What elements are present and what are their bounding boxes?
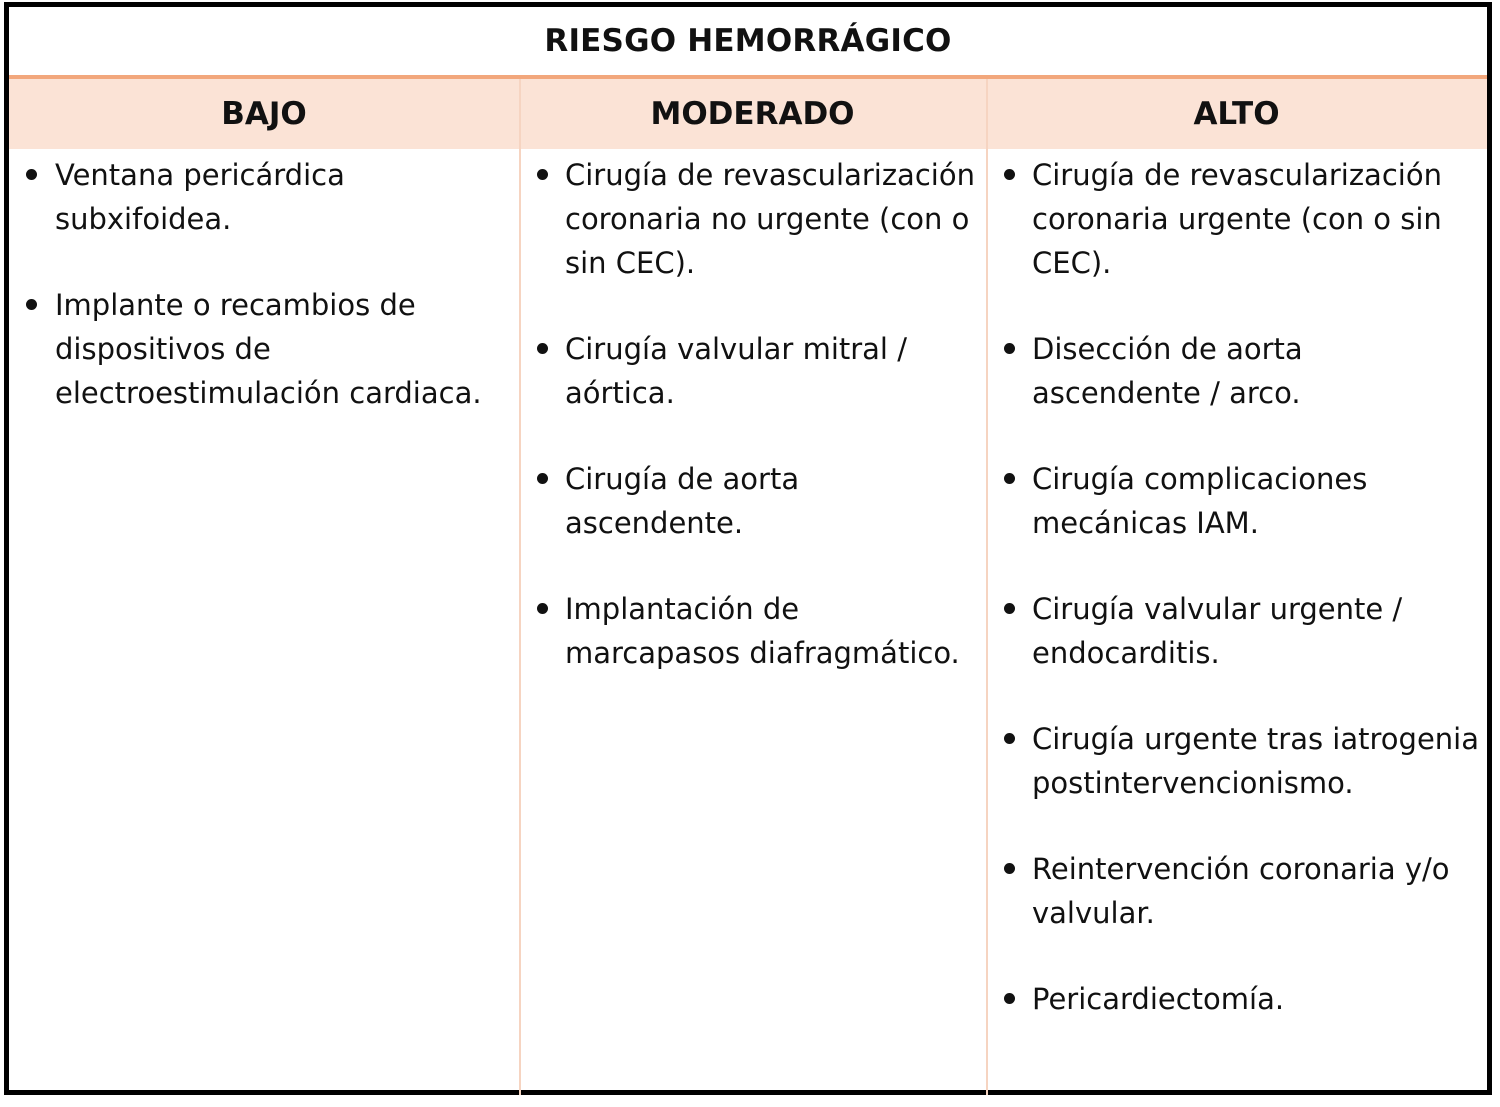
bullet-icon	[1004, 733, 1015, 744]
item-text: Cirugía de revascularización coronaria urgente (con o sin CEC).	[1032, 158, 1442, 280]
body-row	[9, 149, 1487, 1095]
list-item	[986, 717, 1487, 805]
list-item	[986, 847, 1487, 935]
header-moderado: MODERADO	[650, 96, 855, 132]
item-text: Cirugía complicaciones mecánicas IAM.	[1032, 462, 1368, 540]
bullet-icon	[1004, 603, 1015, 614]
list-item	[986, 457, 1487, 545]
bullet-icon	[537, 343, 548, 354]
bullet-icon	[26, 299, 37, 310]
bullet-icon	[537, 603, 548, 614]
item-text: Cirugía de revascularización coronaria no urgente (con o sin CEC).	[565, 158, 975, 280]
list-item	[9, 283, 519, 415]
table-title: RIESGO HEMORRÁGICO	[544, 23, 952, 59]
item-text: Implantación de marcapasos diafragmático.	[565, 592, 960, 670]
list-bajo	[9, 153, 519, 415]
bullet-icon	[537, 473, 548, 484]
item-text: Cirugía valvular mitral / aórtica.	[565, 332, 907, 410]
item-text: Implante o recambios de dispositivos de electroestimulación cardiaca.	[55, 288, 482, 410]
header-bajo: BAJO	[221, 96, 307, 132]
cell-bajo	[9, 149, 519, 1095]
item-text: Cirugía urgente tras iatrogenia postintervencionismo.	[1032, 722, 1479, 800]
cell-moderado	[519, 149, 986, 1095]
item-text: Disección de aorta ascendente / arco.	[1032, 332, 1303, 410]
bullet-icon	[26, 169, 37, 180]
list-item	[986, 587, 1487, 675]
bullet-icon	[1004, 343, 1015, 354]
item-text: Cirugía de aorta ascendente.	[565, 462, 800, 540]
list-item	[986, 977, 1487, 1021]
bullet-icon	[1004, 169, 1015, 180]
list-item	[519, 457, 986, 545]
list-item	[9, 153, 519, 241]
risk-table	[4, 2, 1492, 1095]
list-item	[519, 587, 986, 675]
list-alto	[986, 153, 1487, 1021]
bullet-icon	[1004, 863, 1015, 874]
list-item	[986, 153, 1487, 285]
list-moderado	[519, 153, 986, 675]
list-item	[519, 153, 986, 285]
item-text: Cirugía valvular urgente / endocarditis.	[1032, 592, 1403, 670]
bullet-icon	[1004, 473, 1015, 484]
bullet-icon	[537, 169, 548, 180]
list-item	[519, 327, 986, 415]
header-row	[9, 79, 1487, 149]
cell-alto	[986, 149, 1487, 1095]
item-text: Reintervención coronaria y/o valvular.	[1032, 852, 1450, 930]
header-alto: ALTO	[1193, 96, 1280, 132]
bullet-icon	[1004, 993, 1015, 1004]
list-item	[986, 327, 1487, 415]
item-text: Pericardiectomía.	[1032, 982, 1285, 1016]
item-text: Ventana pericárdica subxifoidea.	[55, 158, 345, 236]
